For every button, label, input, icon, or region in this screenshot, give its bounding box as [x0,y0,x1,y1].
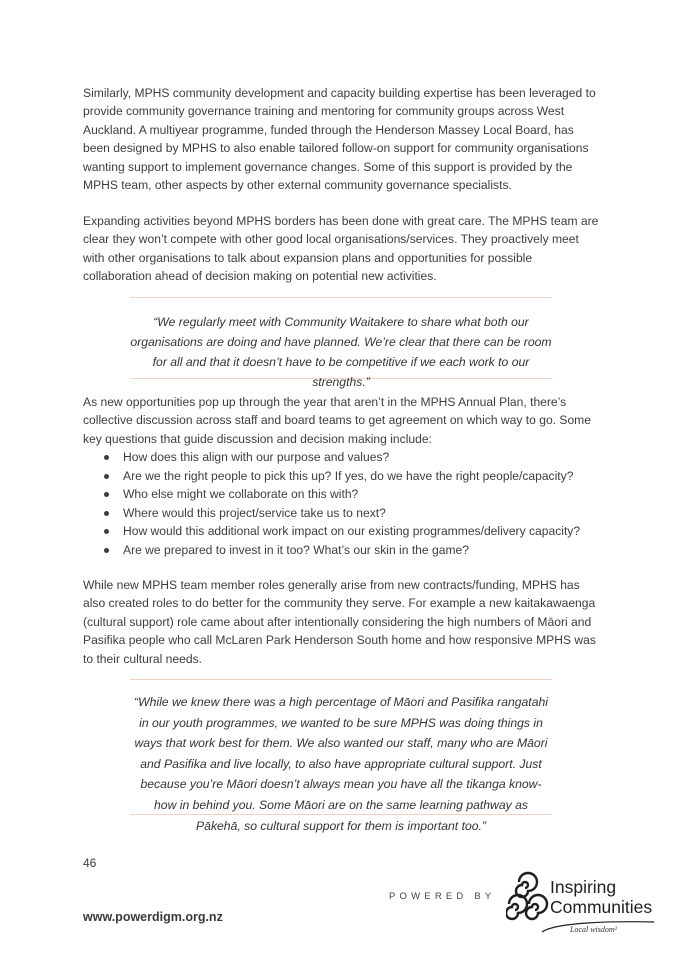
paragraph-new-opportunities: As new opportunities pop up through the year that aren’t in the MPHS Annual Plan, there’s collective discussion across staff and board teams to get agreement on which way to go. Some key questions that guide discussion and decision making include: [83,395,591,446]
logo-text-communities: Communities [550,897,653,917]
pull-quote-cultural-support: “While we knew there was a high percentage of Māori and Pasifika rangatahi in our youth programmes, we wanted to be sure MPHS was doing things in ways that work best for them. We also wanted our staff, many who are Māori and Pasifika and live locally, to also have appropriate cultural support. Just because you’re Māori doesn’t always mean you have all the tikanga know-how in behind you. Some Māori are on the same learning pathway as Pākehā, so cultural support for them is important too.” [130,679,552,815]
bullet-icon [104,474,109,479]
powered-by-label: POWERED BY [389,891,496,902]
paragraph-governance: Similarly, MPHS community development and capacity building expertise has been leveraged to provide community governance training and mentoring for community groups across West Auckland. A multiyear programme, funded through the Henderson Massey Local Board, has been designed by MPHS to also enable tailored follow-on support for community organisations wanting support to implement governance changes. Some of this support is provided by the MPHS team, other aspects by other external community governance specialists. [83,86,596,193]
list-item: Where would this project/service take us to next? [83,504,623,523]
bullet-icon [104,529,109,534]
bullet-icon [104,548,109,553]
website-link[interactable]: www.powerdigm.org.nz [83,910,223,924]
triple-spiral-icon [506,868,550,924]
page-number: 46 [83,856,97,870]
logo-text-inspiring: Inspiring [550,877,617,897]
pull-quote-waitakere: “We regularly meet with Community Waitakere to share what both our organisations are doing and have planned. We’re clear that there can be room for all and that it doesn’t have to be competitive if we each work to our strengths.” [130,297,552,379]
bullet-icon [104,455,109,460]
paragraph-new-roles: While new MPHS team member roles generally arise from new contracts/funding, MPHS has also created roles to do better for the community they serve. For example a new kaitakawaenga (cultural support) role came about after intentionally considering the high numbers of Māori and Pasifika people who call McLaren Park Henderson South home and how responsive MPHS was to their cultural needs. [83,578,596,666]
questions-list [83,448,623,559]
list-item: How would this additional work impact on our existing programmes/delivery capacity? [83,522,623,541]
inspiring-communities-logo [506,868,656,938]
bullet-icon [104,511,109,516]
list-item: Who else might we collaborate on this with? [83,485,623,504]
list-item: Are we the right people to pick this up? If yes, do we have the right people/capacity? [83,467,623,486]
bullet-icon [104,492,109,497]
logo-tagline: Local wisdom² [570,925,618,934]
list-item: How does this align with our purpose and values? [83,448,623,467]
paragraph-expansion: Expanding activities beyond MPHS borders has been done with great care. The MPHS team are clear they won’t compete with other good local organisations/services. They proactively meet with other organisations to talk about expansion plans and opportunities for possible collaboration ahead of decision making on potential new activities. [83,214,599,284]
list-item: Are we prepared to invest in it too? What’s our skin in the game? [83,541,623,560]
